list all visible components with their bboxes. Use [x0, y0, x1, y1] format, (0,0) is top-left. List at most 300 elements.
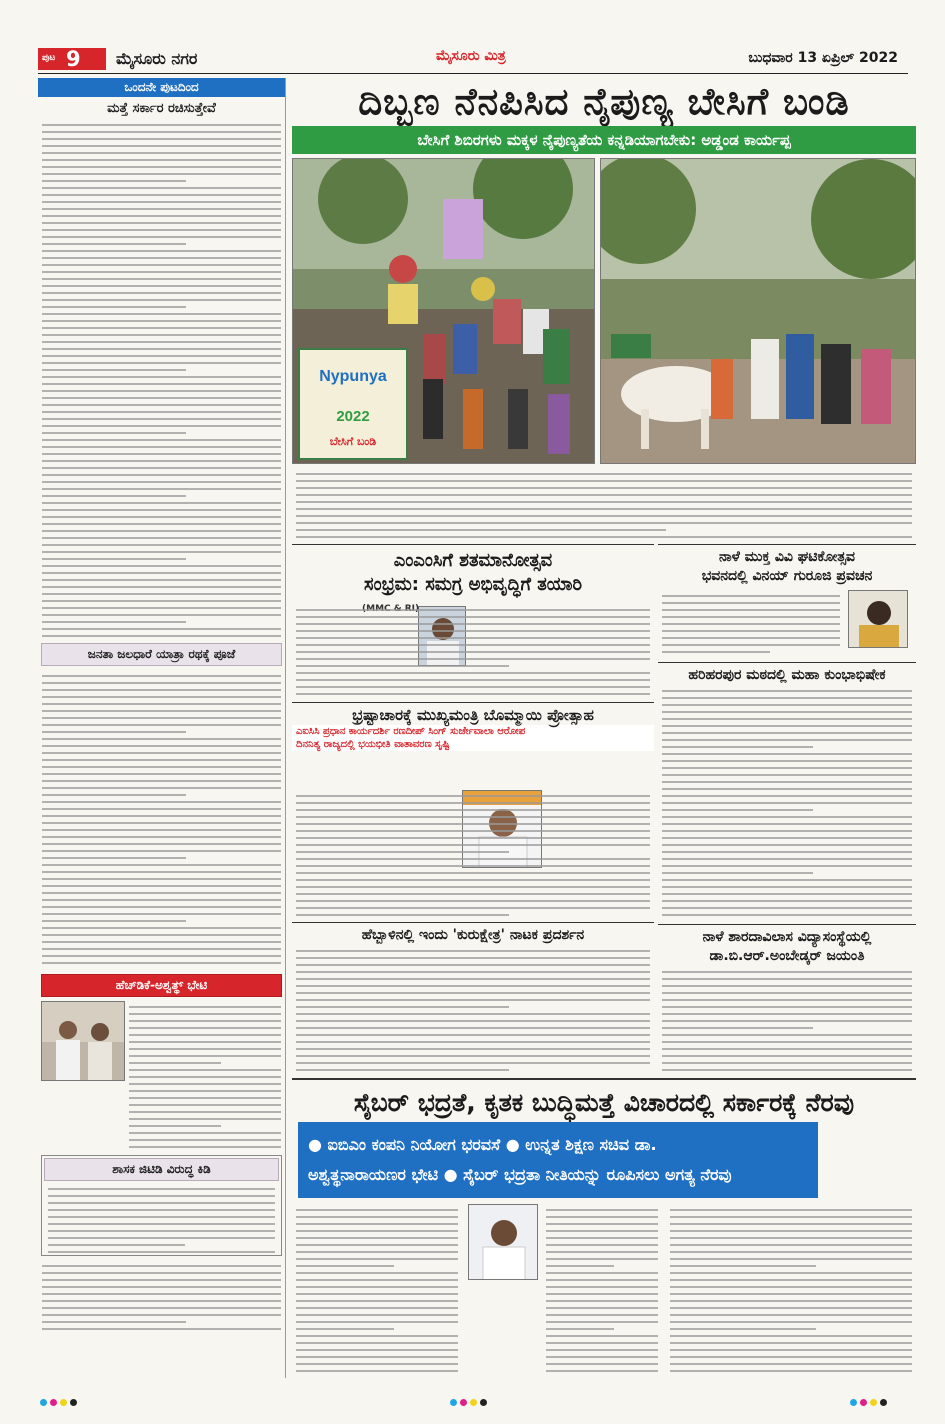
text-line [662, 725, 912, 727]
text-line [42, 278, 281, 280]
text-line [129, 1048, 281, 1050]
text-line [42, 537, 281, 539]
text-line [42, 871, 281, 873]
text-line [42, 808, 281, 810]
text-line [42, 572, 281, 574]
mmc-story [292, 544, 654, 700]
text-line [42, 313, 281, 315]
text-line [296, 1321, 458, 1323]
lead-subhead: ಬೇಸಿಗೆ ಶಿಬಿರಗಳು ಮಕ್ಕಳ ನೈಪುಣ್ಯತೆಯ ಕನ್ನಡಿಯಾಗಬೇಕು: ಅಡ್ಡಂಡ ಕಾರ್ಯಪ್ಪ [292, 126, 916, 154]
newspaper-name: ಮೈಸೂರು ಮಿತ್ರ [436, 48, 506, 64]
text-line [296, 851, 509, 853]
page-header [38, 46, 908, 74]
lead-story-text [292, 468, 916, 540]
text-line [296, 1223, 458, 1225]
text-line [42, 801, 281, 803]
text-line [42, 962, 281, 964]
text-line [42, 710, 281, 712]
text-line [662, 609, 840, 611]
text-line [296, 907, 650, 909]
text-line [670, 1244, 912, 1246]
text-line [296, 623, 650, 625]
text-line [42, 306, 186, 308]
text-line [42, 257, 281, 259]
text-line [296, 616, 650, 618]
text-line [129, 1125, 221, 1127]
text-line [296, 964, 650, 966]
text-line [546, 1321, 658, 1323]
story-divider [292, 922, 654, 923]
registration-marks-center [450, 1399, 487, 1406]
text-line [129, 1118, 281, 1120]
text-line [296, 858, 650, 860]
text-line [42, 124, 281, 126]
text-line [662, 623, 840, 625]
text-line [42, 696, 281, 698]
text-line [42, 152, 281, 154]
text-line [662, 816, 912, 818]
text-line [296, 644, 650, 646]
text-line [42, 948, 281, 950]
text-line [296, 1062, 650, 1064]
text-line [296, 950, 650, 952]
text-line [662, 1055, 912, 1057]
text-line [48, 1237, 275, 1239]
text-line [296, 1055, 650, 1057]
text-line [296, 473, 912, 475]
text-line [48, 1230, 275, 1232]
text-line [296, 823, 650, 825]
text-line [662, 879, 912, 881]
text-line [42, 675, 281, 677]
text-line [296, 665, 509, 667]
text-line [42, 425, 281, 427]
portrait-graphic [469, 1205, 538, 1280]
text-line [42, 913, 281, 915]
text-line [546, 1216, 658, 1218]
text-line [546, 1328, 614, 1330]
text-line [42, 614, 281, 616]
text-line [296, 508, 912, 510]
continued-strip: ಒಂದನೇ ಪುಟದಿಂದ [38, 78, 285, 97]
cyber-headline: ಸೈಬರ್ ಭದ್ರತೆ, ಕೃತಕ ಬುದ್ಧಿಮತ್ತೆ ವಿಚಾರದಲ್ಲಿ ಸರ್ಕಾರಕ್ಕೆ ನೆರವು [292, 1078, 916, 1120]
text-line [42, 320, 281, 322]
text-line [296, 1251, 458, 1253]
text-line [42, 607, 281, 609]
text-line [662, 837, 912, 839]
text-line [42, 383, 281, 385]
kumbha-story [658, 662, 916, 922]
text-line [662, 739, 912, 741]
text-line [662, 872, 813, 874]
text-line [296, 1265, 394, 1267]
bribe-subhead-2: ದಿನನಿತ್ಯ ರಾಜ್ಯದಲ್ಲಿ ಭಯಭೀತಿ ವಾತಾವರಣ ಸೃಷ್ಟಿ [292, 738, 654, 751]
text-line [546, 1314, 658, 1316]
text-line [670, 1335, 912, 1337]
text-line [662, 1048, 912, 1050]
text-line [296, 809, 650, 811]
text-line [296, 686, 650, 688]
quote-box-text [44, 1183, 279, 1253]
text-block-3 [125, 1001, 285, 1151]
text-line [296, 1363, 458, 1365]
text-line [296, 886, 650, 888]
text-line [662, 900, 912, 902]
text-line [296, 1314, 458, 1316]
guruji-portrait [848, 590, 908, 648]
text-line [296, 609, 650, 611]
text-line [546, 1342, 658, 1344]
text-line [296, 487, 912, 489]
text-line [42, 467, 281, 469]
text-line [42, 724, 281, 726]
text-line [129, 1013, 281, 1015]
hebbal-story [292, 922, 654, 1076]
text-line [296, 1370, 458, 1372]
text-line [296, 999, 650, 1001]
text-line [296, 672, 650, 674]
text-line [546, 1363, 658, 1365]
text-line [42, 292, 281, 294]
text-line [296, 1286, 458, 1288]
bribe-headline: ಭ್ರಷ್ಟಾಚಾರಕ್ಕೆ ಮುಖ್ಯಮಂತ್ರಿ ಬೊಮ್ಮಾಯಿ ಪ್ರೋತ್ಸಾಹ [352, 706, 594, 724]
text-line [662, 992, 912, 994]
text-line [662, 1041, 912, 1043]
text-line [662, 1062, 912, 1064]
text-line [546, 1251, 658, 1253]
photo-strip: ಹೆಚ್‌ಡಿಕೆ-ಅಶ್ವತ್ಥ್ ಭೇಟಿ [41, 974, 282, 997]
text-line [42, 899, 281, 901]
text-line [42, 1279, 281, 1281]
text-line [296, 1307, 458, 1309]
text-line [42, 885, 281, 887]
text-line [670, 1209, 912, 1211]
text-line [42, 180, 186, 182]
text-line [42, 822, 281, 824]
text-line [662, 795, 912, 797]
text-line [42, 745, 281, 747]
text-line [42, 173, 281, 175]
text-line [42, 1300, 281, 1302]
continued-title: ಮತ್ತೆ ಸರ್ಕಾರ ರಚಿಸುತ್ತೇವೆ [107, 101, 216, 116]
text-line [662, 602, 840, 604]
text-line [662, 595, 840, 597]
section-title: ಮೈಸೂರು ನಗರ [116, 49, 198, 68]
text-line [662, 844, 912, 846]
text-line [546, 1293, 658, 1295]
text-line [42, 579, 281, 581]
text-line [42, 857, 186, 859]
mmc-story-text [292, 604, 654, 700]
text-line [296, 1349, 458, 1351]
banner-year: 2022 [336, 408, 370, 425]
text-line [546, 1307, 658, 1309]
text-line [296, 978, 650, 980]
text-line [296, 900, 650, 902]
text-line [42, 453, 281, 455]
page-number-tag [38, 48, 106, 70]
text-line [670, 1328, 816, 1330]
text-line [670, 1223, 912, 1225]
text-line [546, 1244, 658, 1246]
text-line [42, 131, 281, 133]
text-line [129, 1132, 281, 1134]
text-line [296, 679, 650, 681]
text-line [42, 864, 281, 866]
text-line [296, 1069, 509, 1071]
text-line [129, 1090, 281, 1092]
text-line [662, 865, 912, 867]
text-line [662, 753, 912, 755]
text-line [546, 1349, 658, 1351]
text-line [48, 1202, 275, 1204]
text-line [662, 616, 840, 618]
text-line [42, 250, 281, 252]
text-line [546, 1230, 658, 1232]
text-line [662, 1013, 912, 1015]
banner-brand: Nypunya [319, 368, 387, 385]
text-line [129, 1146, 281, 1148]
text-line [296, 480, 912, 482]
text-line [546, 1223, 658, 1225]
text-line [42, 369, 186, 371]
univ-story [658, 544, 916, 658]
univ-story-text [658, 590, 844, 658]
text-line [296, 522, 912, 524]
banner-caption: ಬೇಸಿಗೆ ಬಂಡಿ [329, 435, 377, 448]
text-line [670, 1349, 912, 1351]
text-line [662, 651, 770, 653]
text-line [662, 767, 912, 769]
registration-marks-left [40, 1399, 77, 1406]
text-line [662, 851, 912, 853]
cyber-text-col3 [666, 1204, 916, 1374]
text-line [129, 1069, 281, 1071]
text-line [662, 690, 912, 692]
text-line [662, 985, 912, 987]
ambedkar-story [658, 924, 916, 1076]
text-line [296, 1244, 458, 1246]
text-line [662, 644, 840, 646]
meeting-photo-graphic [42, 1002, 125, 1081]
text-line [42, 752, 281, 754]
text-line [42, 334, 281, 336]
text-line [42, 843, 281, 845]
text-line [662, 978, 912, 980]
text-line [42, 558, 186, 560]
text-line [42, 145, 281, 147]
text-line [42, 509, 281, 511]
text-line [296, 1013, 650, 1015]
text-line [546, 1279, 658, 1281]
text-line [42, 432, 186, 434]
text-block-2 [38, 670, 285, 970]
text-line [546, 1258, 658, 1260]
text-line [42, 1321, 186, 1323]
text-line [48, 1216, 275, 1218]
text-line [42, 208, 281, 210]
cyber-highlight-line1: ● ಐಬಿಎಂ ಕಂಪನಿ ನಿಯೋಗ ಭರವಸೆ ● ಉನ್ನತ ಶಿಕ್ಷಣ ಸಚಿವ ಡಾ. [308, 1135, 657, 1154]
text-line [42, 488, 281, 490]
text-line [670, 1279, 912, 1281]
text-line [662, 697, 912, 699]
text-line [129, 1006, 281, 1008]
text-line [662, 802, 912, 804]
text-line [42, 474, 281, 476]
text-line [546, 1300, 658, 1302]
text-line [662, 971, 912, 973]
text-line [42, 1307, 281, 1309]
registration-marks-right [850, 1399, 887, 1406]
hebbal-headline: ಹೆಬ್ಬಾಳಿನಲ್ಲಿ ಇಂದು 'ಕುರುಕ್ಷೇತ್ರ' ನಾಟಕ ಪ್ರದರ್ಶನ [361, 927, 585, 943]
text-line [48, 1223, 275, 1225]
text-line [546, 1237, 658, 1239]
text-line [662, 886, 912, 888]
text-line [42, 787, 281, 789]
text-line [296, 1356, 458, 1358]
text-line [662, 1069, 912, 1071]
text-line [662, 1020, 912, 1022]
cyber-highlight-line2: ಅಶ್ವತ್ಥನಾರಾಯಣರ ಭೇಟಿ ● ಸೈಬರ್ ಭದ್ರತಾ ನೀತಿಯನ್ನು ರೂಪಿಸಲು ಅಗತ್ಯ ನೆರವು [308, 1165, 732, 1184]
text-line [296, 1230, 458, 1232]
text-line [129, 1062, 221, 1064]
text-line [296, 536, 912, 538]
univ-headline-line2: ಭವನದಲ್ಲಿ ವಿನಯ್ ಗುರೂಜಿ ಪ್ರವಚನ [701, 568, 873, 584]
text-line [42, 703, 281, 705]
text-line [48, 1209, 275, 1211]
text-line [296, 1279, 458, 1281]
text-line [129, 1139, 281, 1141]
bribe-subhead-1: ಎಐಸಿಸಿ ಪ್ರಧಾನ ಕಾರ್ಯದರ್ಶಿ ರಣದೀಪ್ ಸಿಂಗ್ ಸುರ್ಜೇವಾಲಾ ಆರೋಪ [292, 725, 654, 738]
text-line [296, 957, 650, 959]
text-line [670, 1321, 912, 1323]
text-line [42, 738, 281, 740]
text-line [546, 1370, 658, 1372]
text-line [296, 630, 650, 632]
page-number: 9 [66, 47, 81, 71]
text-line [42, 836, 281, 838]
meeting-photo [41, 1001, 125, 1081]
text-line [42, 544, 281, 546]
text-line [662, 704, 912, 706]
text-line [296, 651, 650, 653]
bullock-cart-photo [601, 159, 916, 464]
cyber-text-col1 [292, 1204, 462, 1374]
text-line [42, 285, 281, 287]
text-line [296, 802, 650, 804]
text-line [670, 1272, 912, 1274]
text-line [42, 502, 281, 504]
quote-box-title: ಶಾಸಕ ಜಿಟಿಡಿ ವಿರುದ್ಧ ಕಿಡಿ [44, 1158, 279, 1181]
text-line [296, 879, 650, 881]
text-line [42, 446, 281, 448]
text-line [296, 501, 912, 503]
text-line [42, 689, 281, 691]
text-line [662, 746, 813, 748]
text-line [296, 658, 650, 660]
text-line [296, 893, 650, 895]
lead-photo-right [600, 158, 916, 464]
text-line [42, 523, 281, 525]
text-line [296, 1020, 650, 1022]
text-line [296, 914, 509, 916]
text-line [42, 397, 281, 399]
portrait-graphic [849, 591, 908, 648]
ambedkar-headline-line1: ನಾಳೆ ಶಾರದಾವಿಲಾಸ ವಿದ್ಯಾಸಂಸ್ಥೆಯಲ್ಲಿ [702, 929, 872, 945]
lead-headline: ದಿಬ್ಬಣ ನೆನಪಿಸಿದ ನೈಪುಣ್ಯ ಬೇಸಿಗೆ ಬಂಡಿ [358, 80, 850, 123]
text-line [42, 194, 281, 196]
text-line [42, 530, 281, 532]
text-line [42, 243, 186, 245]
text-line [42, 439, 281, 441]
text-line [662, 1034, 912, 1036]
kumbha-story-text [658, 685, 916, 917]
text-line [662, 732, 912, 734]
text-line [296, 529, 666, 531]
text-line [296, 1034, 650, 1036]
univ-headline-line1: ನಾಳೆ ಮುಕ್ತ ವಿವಿ ಘಟಿಕೋತ್ಸವ [718, 549, 856, 565]
kumbha-headline: ಹರಿಹರಪುರ ಮಠದಲ್ಲಿ ಮಹಾ ಕುಂಭಾಭಿಷೇಕ [688, 667, 886, 683]
text-line [42, 1293, 281, 1295]
story-divider [658, 924, 916, 925]
text-line [42, 682, 281, 684]
text-line [670, 1356, 912, 1358]
text-line [42, 1314, 281, 1316]
text-line [42, 766, 281, 768]
page-label: ಪುಟ [42, 53, 56, 63]
text-line [670, 1237, 912, 1239]
text-line [42, 138, 281, 140]
text-line [296, 1293, 458, 1295]
mmc-headline-line1: ಎಂಎಂಸಿಗೆ ಶತಮಾನೋತ್ಸವ [393, 550, 553, 571]
text-line [662, 999, 912, 1001]
text-line [48, 1195, 275, 1197]
text-line [42, 222, 281, 224]
text-line [296, 830, 650, 832]
text-line [42, 166, 281, 168]
text-line [129, 1097, 281, 1099]
text-line [42, 404, 281, 406]
text-line [42, 460, 281, 462]
minister-portrait [468, 1204, 538, 1280]
text-line [129, 1027, 281, 1029]
text-line [670, 1370, 912, 1372]
text-line [42, 906, 281, 908]
text-line [129, 1055, 281, 1057]
text-line [129, 1111, 281, 1113]
text-line [296, 1216, 458, 1218]
lead-photo-left [292, 158, 595, 464]
text-line [42, 892, 281, 894]
text-line [546, 1272, 658, 1274]
text-line [546, 1265, 614, 1267]
text-line [42, 794, 186, 796]
procession-photo [293, 159, 595, 464]
text-line [296, 1209, 458, 1211]
text-line [42, 327, 281, 329]
text-line [670, 1300, 912, 1302]
text-line [42, 941, 281, 943]
text-line [296, 1272, 458, 1274]
text-line [296, 837, 650, 839]
text-line [42, 1265, 281, 1267]
text-line [296, 1041, 650, 1043]
text-line [42, 418, 281, 420]
text-line [42, 264, 281, 266]
text-line [662, 823, 912, 825]
text-line [42, 920, 186, 922]
text-line [42, 516, 281, 518]
